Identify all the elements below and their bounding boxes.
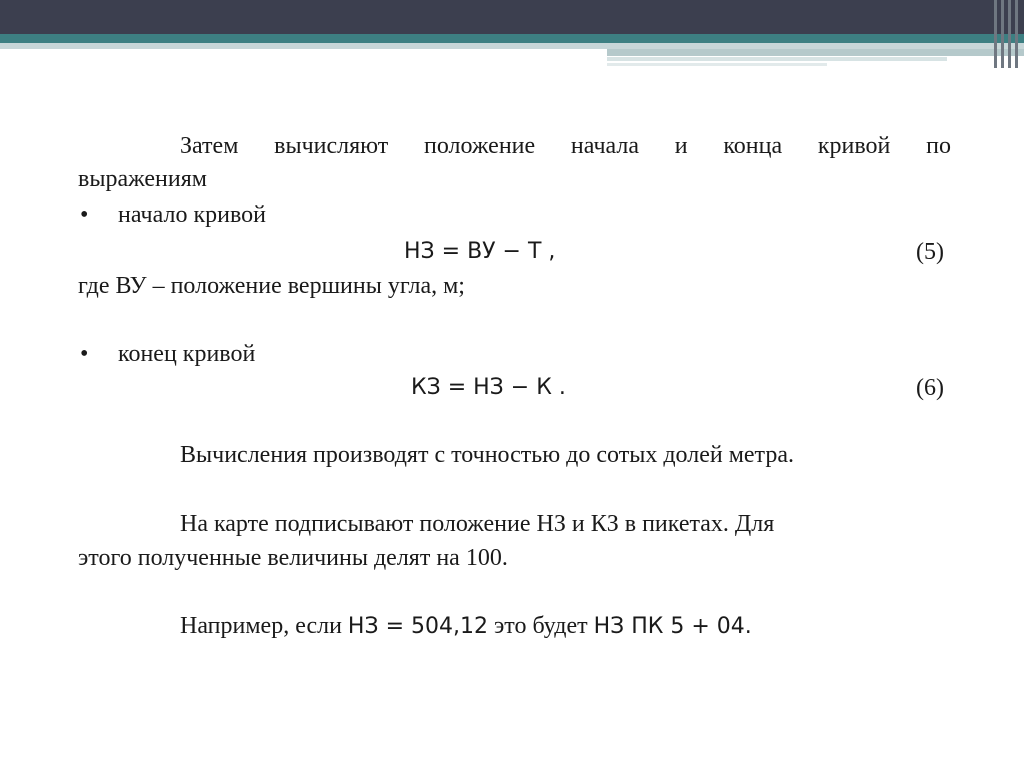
example-line <box>180 611 752 642</box>
header-stripes <box>990 0 1024 68</box>
intro-line-1: Затем вычисляют положение начала и конца кривой по <box>180 133 951 159</box>
example-formula-1: НЗ = 504,12 <box>347 614 488 639</box>
example-middle: это будет <box>493 613 588 639</box>
header-teal-band <box>0 34 1024 43</box>
bullet-marker: • <box>80 202 89 228</box>
header-dark-bar <box>0 0 1024 34</box>
example-formula-2: НЗ ПК 5 + 04. <box>593 614 752 639</box>
precision-text: Вычисления производят с точностью до сотых долей метра. <box>180 442 794 468</box>
where-text: где ВУ – положение вершины угла, м; <box>78 273 465 299</box>
example-prefix: Например, если <box>180 613 342 639</box>
formula-5: НЗ = ВУ − Т , <box>404 239 556 264</box>
bullet-start-curve: начало кривой <box>118 202 266 228</box>
header-accent-line-2 <box>607 57 947 61</box>
header-accent-line <box>607 49 1024 56</box>
formula-6: КЗ = НЗ − К . <box>411 375 566 400</box>
intro-line-2: выражениям <box>78 166 207 192</box>
bullet-marker: • <box>80 341 89 367</box>
map-line-1: На карте подписывают положение НЗ и КЗ в пикетах. Для <box>180 511 775 537</box>
map-line-2: этого полученные величины делят на 100. <box>78 545 508 571</box>
formula-5-number: (5) <box>916 239 944 265</box>
bullet-end-curve: конец кривой <box>118 341 256 367</box>
header-accent-line-3 <box>607 63 827 66</box>
formula-6-number: (6) <box>916 375 944 401</box>
